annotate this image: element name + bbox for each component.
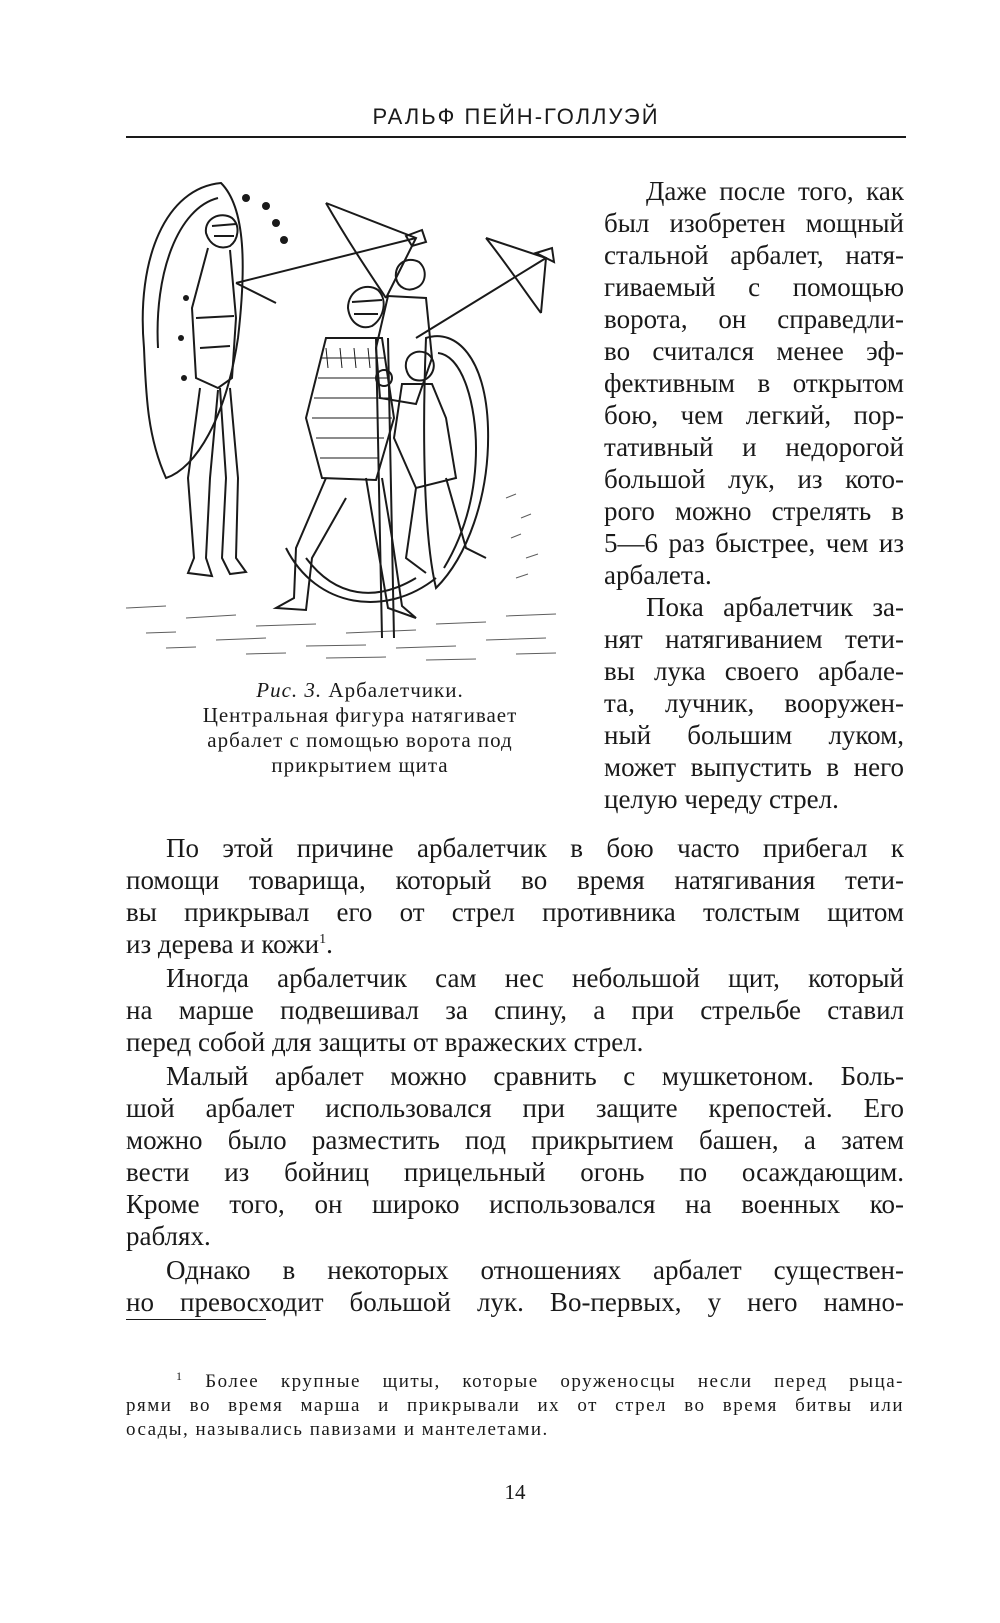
text-line: но превосходит большой лук. Во-первых, у него намно- [126,1287,904,1317]
text-line: Пока арбалетчик за- [646,592,904,622]
text-line: рого можно стрелять в [604,496,904,526]
text-line: нят натягиванием тети- [604,624,904,654]
text-line: на марше подвешивал за спину, а при стрельбе ставил [126,995,904,1025]
footnote [126,1370,904,1442]
caption-line: прикрытием щита [271,753,449,777]
text-line: может выпустить в него [604,752,904,782]
crossbowmen-illustration [126,178,576,668]
body-text [126,832,904,1320]
paragraph [126,832,904,960]
text-line: большой лук, из кото- [604,464,904,494]
text-line: та, лучник, вооружен- [604,688,904,718]
text-segment: . [326,929,333,959]
text-line: Малый арбалет можно сравнить с мушкетоном. Боль- [166,1061,904,1091]
text-line: перед собой для защиты от вражеских стрел. [126,1027,644,1057]
text-line: рями во время марша и прикрывали их от стрел во время битвы или [126,1395,904,1416]
text-line: раблях. [126,1221,211,1251]
text-line: По этой причине арбалетчик в бою часто прибегал к [166,833,904,863]
text-line: Однако в некоторых отношениях арбалет существен- [166,1255,904,1285]
header-rule [126,136,906,138]
text-line: можно было разместить под прикрытием башен, а затем [126,1125,904,1155]
text-line: ворота, он справедли- [604,304,904,334]
text-line: Иногда арбалетчик сам нес небольшой щит, который [166,963,904,993]
caption-line: Центральная фигура натягивает [202,703,518,727]
text-line: тативный и недорогой [604,432,904,462]
text-segment: Более крупные щиты, которые оруженосцы несли перед рыца- [205,1371,904,1392]
text-line: арбалета. [604,560,712,590]
text-line: вы лука своего арбале- [604,656,904,686]
text-line: ный большим луком, [604,720,904,750]
text-line: вы прикрывал его от стрел противника толстым щитом [126,897,904,927]
footnote-mark: 1 [176,1369,184,1383]
caption-title: Арбалетчики. [328,678,464,702]
text-line: помощи товарища, который во время натягивания тети- [126,865,904,895]
text-line: вести из бойниц прицельный огонь по осаждающим. [126,1157,904,1187]
footnote-reference[interactable]: 1 [319,932,327,947]
text-line [126,1370,904,1394]
paragraph [126,1060,904,1252]
paragraph [126,1254,904,1318]
figure-caption [150,678,570,778]
running-header: РАЛЬФ ПЕЙН-ГОЛЛУЭЙ [372,104,660,129]
paragraph [126,962,904,1058]
text-line: Кроме того, он широко использовался на военных ко- [126,1189,904,1219]
text-line: стальной арбалет, натя- [604,240,904,270]
text-segment: из дерева и кожи [126,929,320,959]
text-line [126,928,904,960]
text-line: шой арбалет использовался при защите крепостей. Его [126,1093,904,1123]
page-number: 14 [504,1480,526,1504]
text-line: бою, чем легкий, пор- [604,400,904,430]
caption-label: Рис. 3. [256,678,323,702]
footnote-rule [126,1319,266,1320]
text-line: целую череду стрел. [604,784,839,814]
caption-heading [150,678,570,703]
text-line: 5—6 раз быстрее, чем из [604,528,904,558]
text-line: был изобретен мощный [604,208,904,238]
text-line: фективным в открытом [604,368,904,398]
text-line: осады, назывались павизами и мантелетами. [126,1419,549,1440]
text-line: во считался менее эф- [604,336,904,366]
caption-line: арбалет с помощью ворота под [207,728,513,752]
text-line: гиваемый с помощью [604,272,904,302]
right-column-text [604,175,904,815]
text-line: Даже после того, как [646,176,904,206]
